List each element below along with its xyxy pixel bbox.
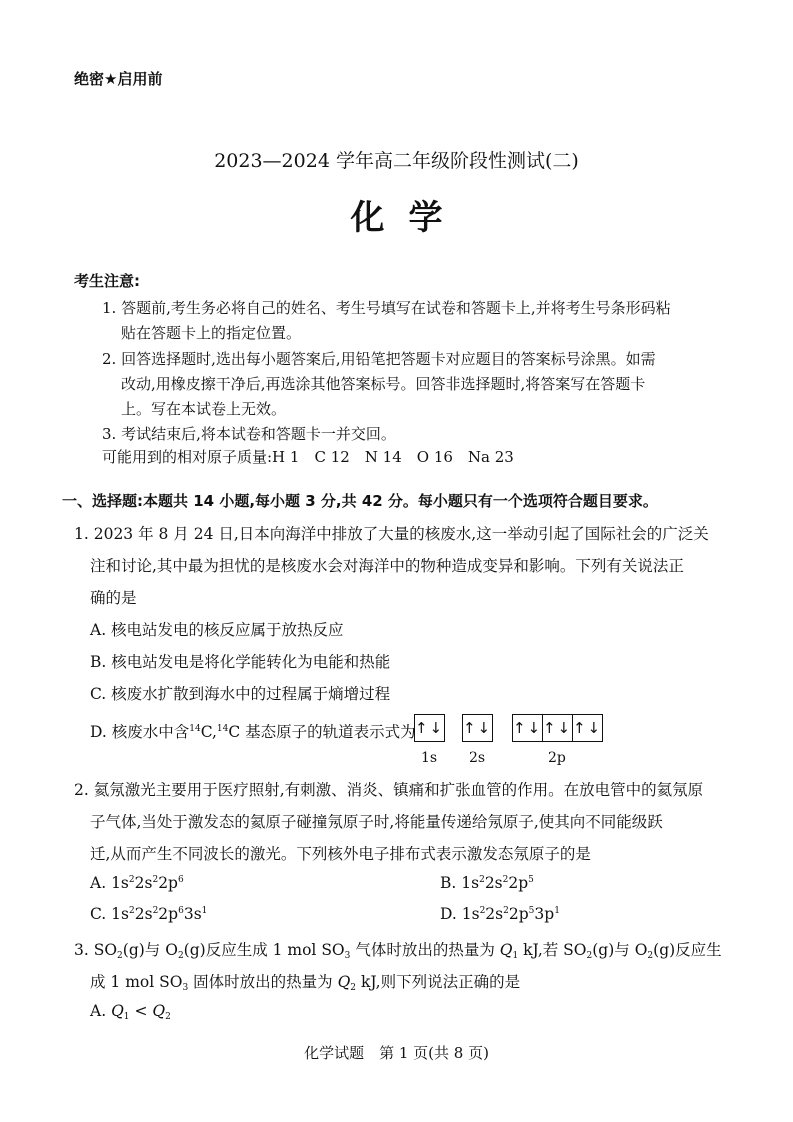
q2-d-sup: 5 xyxy=(528,906,535,916)
q2-d-part: 2p xyxy=(508,905,529,923)
orbital-1s-cell: ↑↓ xyxy=(414,719,445,737)
q1-option-d-mass-1: 14 xyxy=(189,724,201,734)
q3-q-symbol: Q xyxy=(499,941,513,959)
atomic-masses: 可能用到的相对原子质量:H 1 C 12 N 14 O 16 Na 23 xyxy=(102,448,514,466)
notice-item-2-line-3: 上。写在本试卷上无效。 xyxy=(121,400,287,418)
orbital-2s-box xyxy=(462,714,493,742)
q2-d-part: 3p xyxy=(534,905,555,923)
orbital-label-2s: 2s xyxy=(469,750,486,766)
orbital-2p-box xyxy=(512,714,603,742)
q3-sub: 2 xyxy=(586,951,593,961)
q2-option-b xyxy=(440,874,534,892)
q2-b-sup: 2 xyxy=(479,875,485,885)
subject-title: 化学 xyxy=(350,198,467,238)
q2-c-sup: 2 xyxy=(129,906,135,916)
q3-stem-line-1 xyxy=(74,938,722,960)
q2-c-part: 1s xyxy=(111,905,129,923)
q1-stem-line-1: 1. 2023 年 8 月 24 日,日本向海洋中排放了大量的核废水,这一举动引起了国际社会的广泛关 xyxy=(74,525,709,543)
q2-d-sup: 1 xyxy=(554,906,560,916)
q2-d-sup: 2 xyxy=(479,906,486,916)
section-1-heading: 一、选择题:本题共 14 小题,每小题 3 分,共 42 分。每小题只有一个选项符合题目要求。 xyxy=(62,492,658,510)
q2-b-part: 1s xyxy=(461,874,480,892)
q3-text: 成 1 mol SO xyxy=(90,973,183,991)
q2-option-b-label: B. xyxy=(440,874,462,892)
q1-option-c: C. 核废水扩散到海水中的过程属于熵增过程 xyxy=(90,685,391,703)
q3-less-than: < xyxy=(129,1002,153,1020)
q1-option-d xyxy=(90,720,416,742)
q3-option-a xyxy=(90,1002,171,1020)
q1-option-d-text: C 基态原子的轨道表示式为 xyxy=(228,723,416,741)
q2-option-c xyxy=(90,905,207,923)
q3-sub: 3 xyxy=(182,983,189,993)
q3-sub: 1 xyxy=(123,1012,130,1022)
notice-item-1-line-1: 1. 答题前,考生务必将自己的姓名、考生号填写在试卷和答题卡上,并将考生号条形码粘 xyxy=(102,299,671,317)
page-footer: 化学试题 第 1 页(共 8 页) xyxy=(304,1044,489,1062)
q2-b-sup: 2 xyxy=(502,875,509,885)
q1-option-a: A. 核电站发电的核反应属于放热反应 xyxy=(90,621,344,639)
orbital-1s-box xyxy=(414,714,445,742)
q2-option-d xyxy=(440,905,560,923)
q3-q-symbol: Q xyxy=(337,973,351,991)
q3-text: (g)反应生 xyxy=(653,941,722,959)
orbital-2p-cell-1: ↑↓ xyxy=(513,715,543,741)
q1-option-d-mass-2: 14 xyxy=(216,724,229,734)
q3-text: 固体时放出的热量为 xyxy=(188,973,338,991)
notice-item-3: 3. 考试结束后,将本试卷和答题卡一并交回。 xyxy=(102,425,396,443)
q3-q-symbol: Q xyxy=(111,1002,124,1020)
q2-b-part: 2p xyxy=(508,874,529,892)
q3-sub: 2 xyxy=(647,951,654,961)
q2-c-sup: 1 xyxy=(201,906,208,916)
q3-text: 气体时放出的热量为 xyxy=(350,941,500,959)
q1-stem-line-3: 确的是 xyxy=(90,589,137,607)
q2-c-sup: 6 xyxy=(178,906,184,916)
q3-text: 3. SO xyxy=(74,941,118,959)
q2-option-a xyxy=(90,874,184,892)
exam-title: 2023—2024 学年高二年级阶段性测试(二) xyxy=(214,150,579,172)
q3-stem-line-2 xyxy=(90,970,520,992)
q3-text: (g)与 O xyxy=(592,941,648,959)
q2-d-part: 2s xyxy=(485,905,504,923)
notice-item-2-line-1: 2. 回答选择题时,选出每小题答案后,用铅笔把答题卡对应题目的答案标号涂黑。如需 xyxy=(102,350,656,368)
q3-sub: 2 xyxy=(117,951,123,961)
q3-q-symbol: Q xyxy=(152,1002,166,1020)
q3-text: kJ,若 SO xyxy=(518,941,587,959)
q1-option-d-prefix: D. 核废水中含 xyxy=(90,723,190,741)
orbital-2s-cell: ↑↓ xyxy=(462,719,493,737)
notice-item-1-line-2: 贴在答题卡上的指定位置。 xyxy=(121,324,302,342)
q2-c-sup: 2 xyxy=(152,906,159,916)
q1-option-d-c1: C, xyxy=(200,723,217,741)
q2-a-part: 2p xyxy=(158,874,178,892)
q2-d-sup: 2 xyxy=(503,906,509,916)
q2-a-sup: 2 xyxy=(128,875,135,885)
q2-a-sup: 6 xyxy=(177,875,184,885)
q3-text: (g)与 O xyxy=(122,941,178,959)
q3-option-a-label: A. xyxy=(90,1002,112,1020)
q2-a-sup: 2 xyxy=(152,875,159,885)
q2-stem-line-3: 迁,从而产生不同波长的激光。下列核外电子排布式表示激发态氖原子的是 xyxy=(90,845,591,863)
q2-c-part: 2p xyxy=(158,905,179,923)
q3-sub: 3 xyxy=(344,951,351,961)
q2-c-part: 2s xyxy=(134,905,153,923)
orbital-2p-cell-2: ↑↓ xyxy=(543,715,573,741)
q1-option-b: B. 核电站发电是将化学能转化为电能和热能 xyxy=(90,653,391,671)
orbital-label-1s: 1s xyxy=(421,750,438,766)
q1-stem-line-2: 注和讨论,其中最为担忧的是核废水会对海洋中的物种造成变异和影响。下列有关说法正 xyxy=(90,557,684,575)
q2-b-sup: 5 xyxy=(528,875,534,885)
q2-option-c-label: C. xyxy=(90,905,112,923)
q2-a-part: 1s xyxy=(111,874,129,892)
q2-b-part: 2s xyxy=(484,874,503,892)
q2-stem-line-2: 子气体,当处于激发态的氦原子碰撞氖原子时,将能量传递给氖原子,使其向不同能级跃 xyxy=(90,813,663,831)
q2-a-part: 2s xyxy=(134,874,153,892)
q2-option-d-label: D. xyxy=(440,905,462,923)
notice-item-2-line-2: 改动,用橡皮擦干净后,再选涂其他答案标号。回答非选择题时,将答案写在答题卡 xyxy=(121,375,646,393)
orbital-label-2p: 2p xyxy=(548,750,566,766)
orbital-2p-cell-3: ↑↓ xyxy=(572,719,603,737)
q2-d-part: 1s xyxy=(461,905,480,923)
confidential-label: 绝密★启用前 xyxy=(74,70,163,88)
q3-sub: 2 xyxy=(165,1012,171,1022)
q3-text: (g)反应生成 1 mol SO xyxy=(183,941,345,959)
q3-sub: 2 xyxy=(177,951,184,961)
q3-sub: 2 xyxy=(350,983,357,993)
q3-text: kJ,则下列说法正确的是 xyxy=(356,973,521,991)
q3-sub: 1 xyxy=(512,951,519,961)
q2-c-part: 3s xyxy=(183,905,202,923)
q2-option-a-label: A. xyxy=(90,874,112,892)
notice-heading: 考生注意: xyxy=(74,272,140,290)
q2-stem-line-1: 2. 氦氖激光主要用于医疗照射,有刺激、消炎、镇痛和扩张血管的作用。在放电管中的氦氖原 xyxy=(74,781,704,799)
